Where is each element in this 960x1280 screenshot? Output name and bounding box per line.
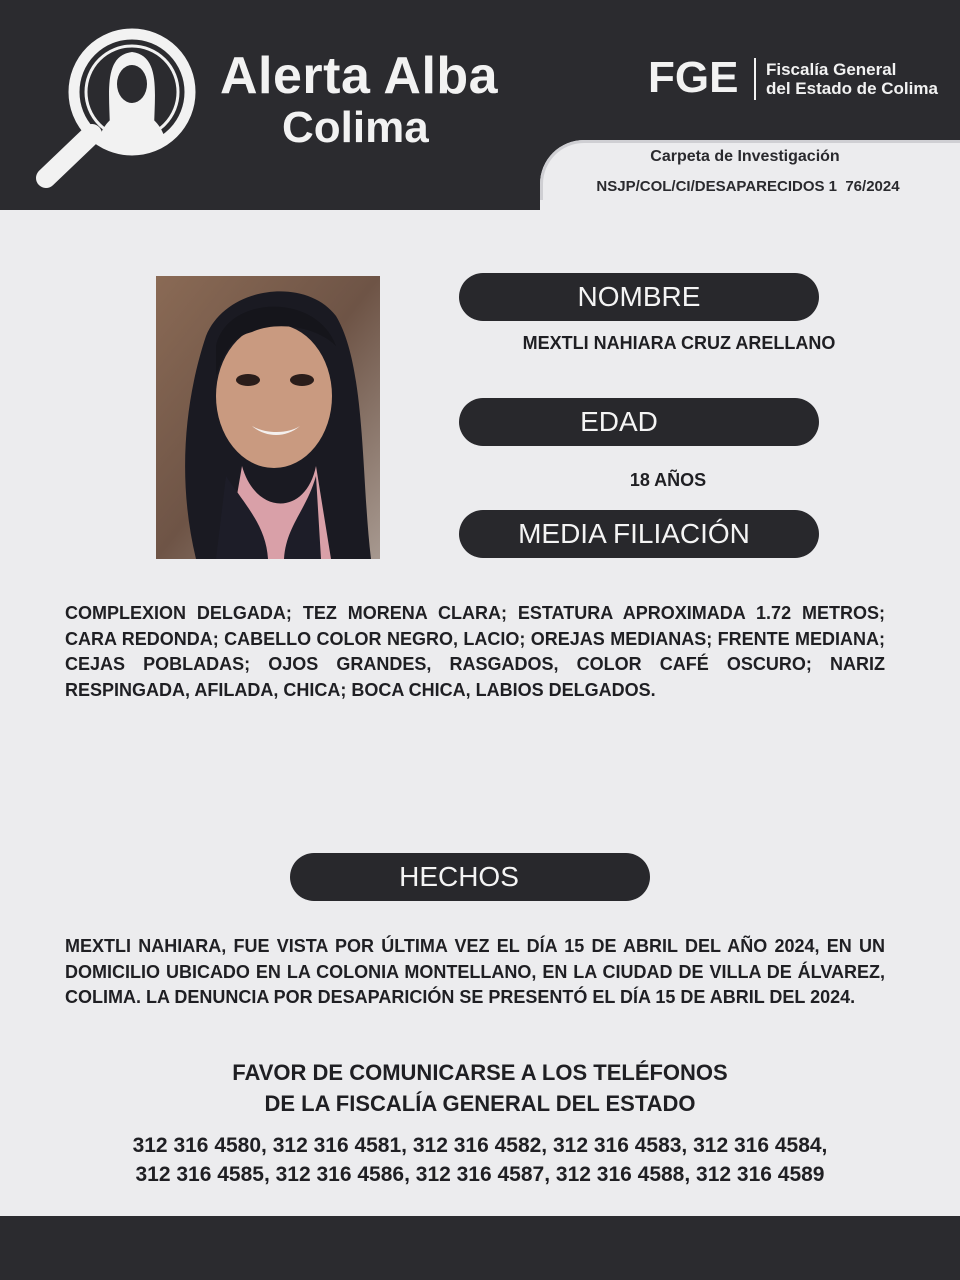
facts-pill: HECHOS <box>290 853 650 901</box>
magnifier-woman-icon <box>32 26 202 188</box>
agency-acronym: FGE <box>648 53 739 102</box>
phone-list-line2: 312 316 4585, 312 316 4586, 312 316 4587, 312 316 4588, 312 316 4589 <box>135 1163 825 1186</box>
phone-list-line1: 312 316 4580, 312 316 4581, 312 316 4582, 312 316 4583, 312 316 4584, <box>132 1134 828 1157</box>
agency-name-line1: Fiscalía General <box>766 60 897 79</box>
contact-heading <box>120 1057 840 1119</box>
portrait-illustration <box>156 276 380 559</box>
age-pill: EDAD <box>459 398 819 446</box>
person-age: 18 AÑOS <box>629 470 707 490</box>
agency-name-line2: del Estado de Colima <box>766 79 938 98</box>
phone-list <box>40 1131 920 1189</box>
missing-person-photo <box>156 276 380 559</box>
description-pill: MEDIA FILIACIÓN <box>459 510 819 558</box>
case-file-number: NSJP/COL/CI/DESAPARECIDOS 1 76/2024 <box>596 178 900 195</box>
agency-divider <box>754 58 756 100</box>
contact-heading-line1: FAVOR DE COMUNICARSE A LOS TELÉFONOS <box>232 1060 728 1085</box>
physical-description: COMPLEXION DELGADA; TEZ MORENA CLARA; ESTATURA APROXIMADA 1.72 METROS; CARA REDONDA; CABELLO COLOR NEGRO, LACIO; OREJAS MEDIANAS; FRENTE MEDIANA; CEJAS POBLADAS; OJOS GRANDES, RASGADOS, COLOR CAFÉ OSCURO; NARIZ RESPINGADA, AFILADA, CHICA; BOCA CHICA, LABIOS DELGADOS. <box>65 603 885 700</box>
contact-heading-line2: DE LA FISCALÍA GENERAL DEL ESTADO <box>264 1091 696 1116</box>
name-pill: NOMBRE <box>459 273 819 321</box>
agency-name <box>766 60 956 98</box>
footer-band <box>0 1216 960 1280</box>
brand-title: Alerta Alba <box>220 47 499 105</box>
person-name: MEXTLI NAHIARA CRUZ ARELLANO <box>522 333 836 353</box>
facts-text: MEXTLI NAHIARA, FUE VISTA POR ÚLTIMA VEZ EL DÍA 15 DE ABRIL DEL AÑO 2024, EN UN DOMICILIO UBICADO EN LA COLONIA MONTELLANO, EN LA CIUDAD DE VILLA DE ÁLVAREZ, COLIMA. LA DENUNCIA POR DESAPARICIÓN SE PRESENTÓ EL DÍA 15 DE ABRIL DEL 2024. <box>65 936 885 1007</box>
brand-subtitle: Colima <box>282 103 429 152</box>
case-file-label: Carpeta de Investigación <box>650 148 840 165</box>
